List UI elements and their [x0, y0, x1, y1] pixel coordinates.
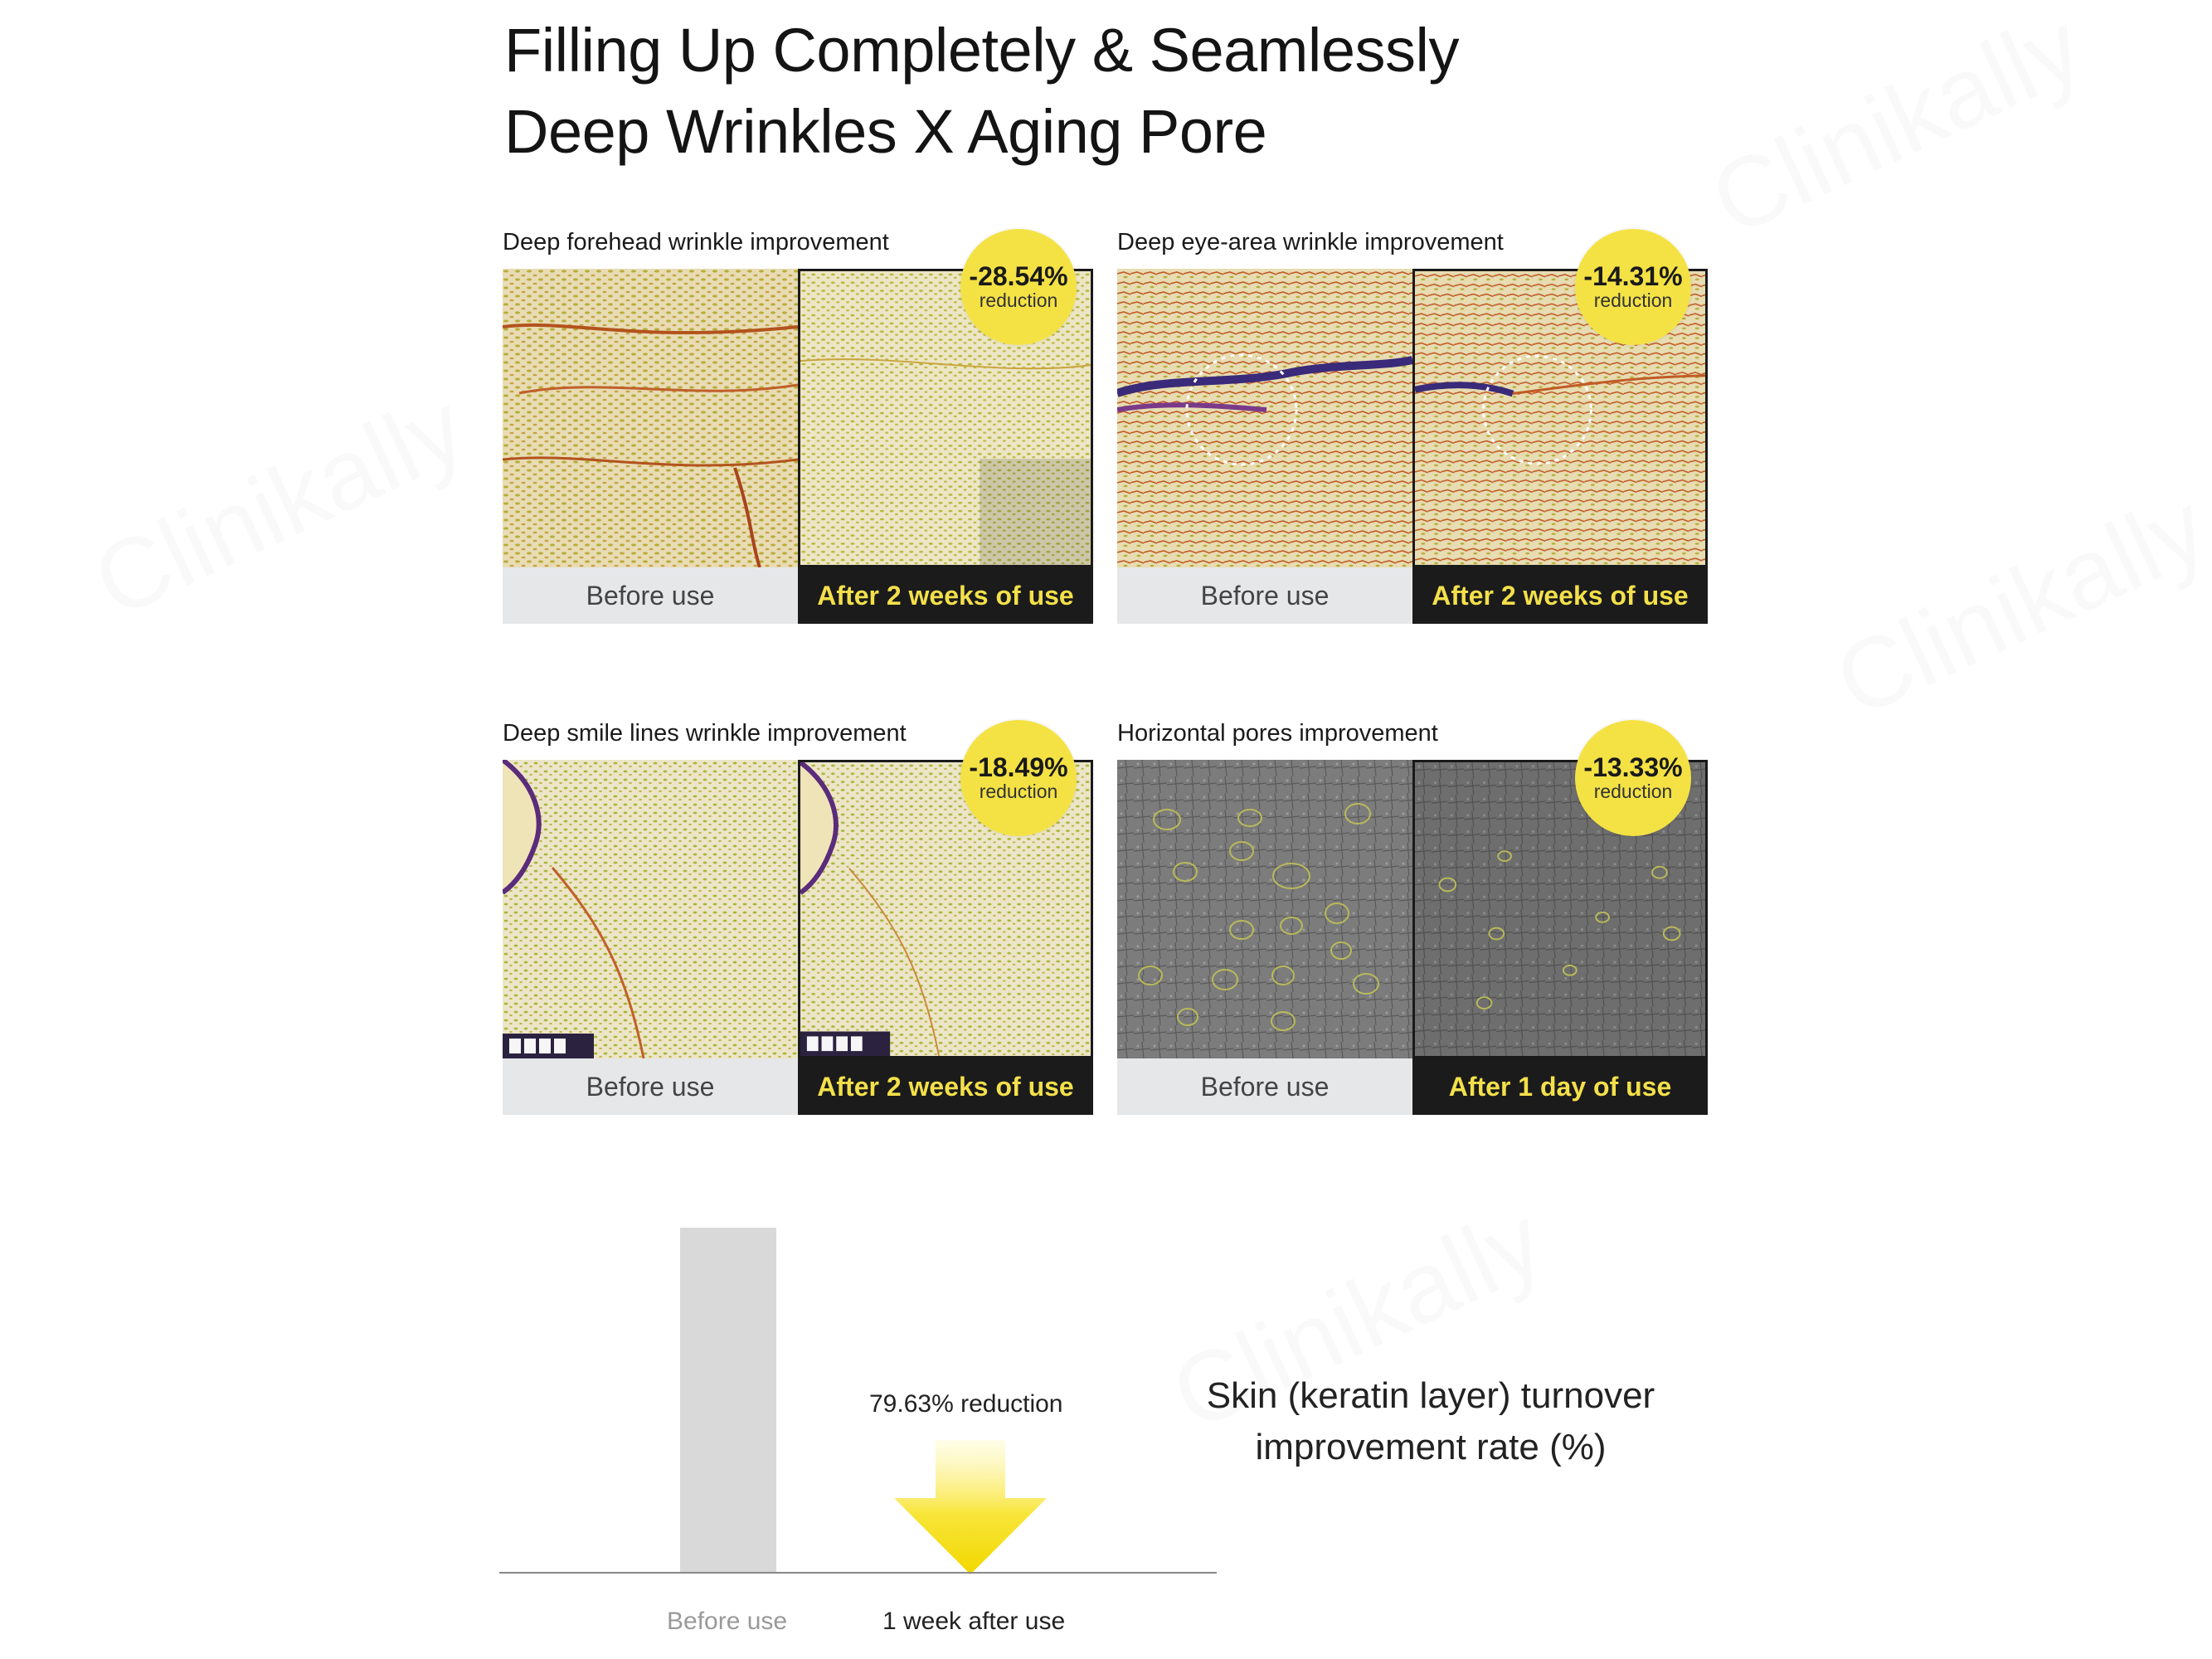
badge-percent: -14.31% [1583, 260, 1683, 291]
reduction-badge [1575, 720, 1691, 836]
before-image [1117, 269, 1412, 567]
chart-caption-line2: improvement rate (%) [1255, 1426, 1607, 1467]
badge-text: reduction [979, 289, 1058, 312]
after-caption: After 1 day of use [1412, 1058, 1708, 1115]
after-caption: After 2 weeks of use [798, 567, 1093, 624]
before-bar [680, 1228, 776, 1573]
badge-percent: -13.33% [1583, 752, 1683, 782]
panel-label: Deep smile lines wrinkle improvement [503, 720, 907, 747]
x-label-after: 1 week after use [882, 1608, 1066, 1635]
before-caption: Before use [1117, 1058, 1412, 1115]
chart-caption [1194, 1370, 1667, 1472]
badge-percent: -28.54% [969, 260, 1068, 291]
watermark [1694, 0, 2098, 259]
panel-label: Deep eye-area wrinkle improvement [1117, 229, 1504, 255]
before-image [503, 760, 798, 1058]
before-image [1117, 760, 1412, 1058]
before-caption: Before use [503, 567, 798, 624]
down-arrow-icon [894, 1440, 1047, 1574]
watermark [1819, 469, 2212, 739]
reduction-badge [1575, 229, 1691, 345]
panel-label: Horizontal pores improvement [1117, 720, 1438, 747]
panel-smile-lines [503, 720, 1093, 1118]
before-image [503, 269, 798, 567]
before-caption: Before use [503, 1058, 798, 1115]
reduction-label: 79.63% reduction [869, 1390, 1063, 1418]
badge-text: reduction [1593, 781, 1673, 803]
after-caption: After 2 weeks of use [798, 1058, 1093, 1115]
panel-eye-area [1117, 229, 1708, 627]
chart-baseline [499, 1572, 1217, 1574]
badge-percent: -18.49% [969, 752, 1068, 782]
x-label-before: Before use [667, 1608, 788, 1635]
badge-text: reduction [1593, 289, 1673, 312]
after-caption: After 2 weeks of use [1412, 567, 1708, 624]
panel-pores [1117, 720, 1708, 1118]
badge-text: reduction [979, 781, 1058, 803]
reduction-badge [960, 720, 1077, 836]
watermark [77, 370, 481, 640]
before-caption: Before use [1117, 567, 1412, 624]
reduction-badge [960, 229, 1077, 345]
panel-forehead [503, 229, 1093, 627]
panel-label: Deep forehead wrinkle improvement [503, 229, 889, 255]
chart-caption-line1: Skin (keratin layer) turnover [1206, 1375, 1655, 1416]
page-title-line1: Filling Up Completely & Seamlessly [504, 16, 1459, 85]
page-title-line2: Deep Wrinkles X Aging Pore [504, 97, 1267, 166]
